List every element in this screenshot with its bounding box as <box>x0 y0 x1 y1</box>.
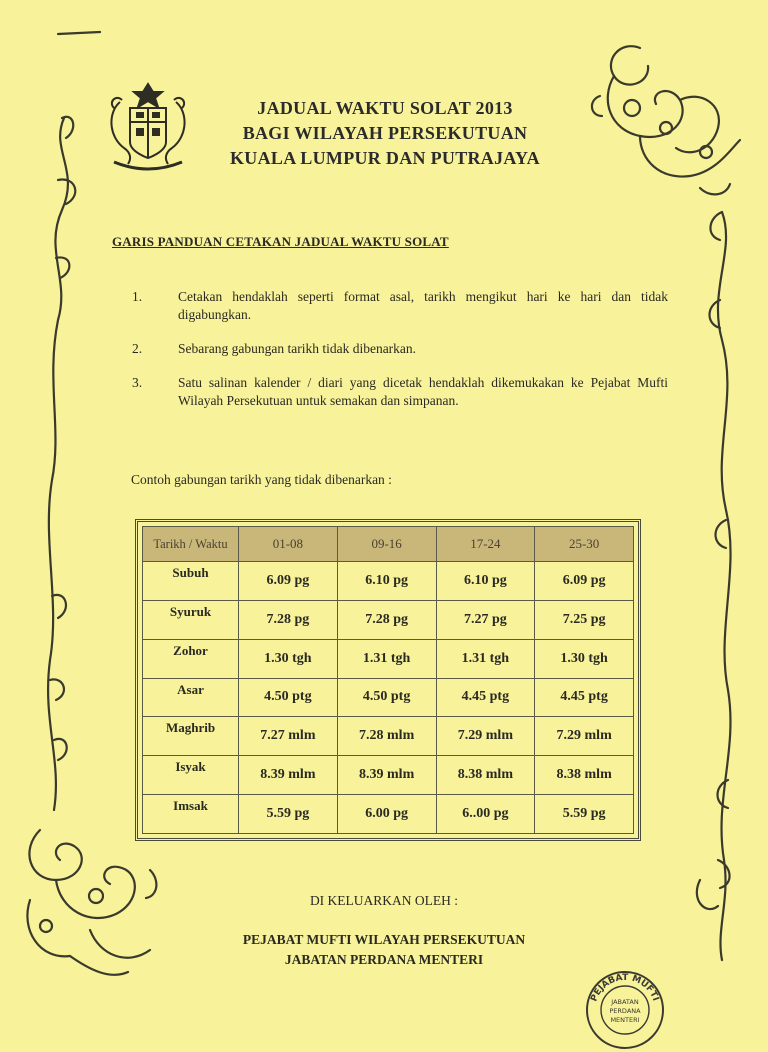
stamp-inner-line-2: PERDANA <box>609 1007 641 1015</box>
stamp-inner-line-3: MENTERI <box>610 1016 640 1024</box>
table-cell: 1.31 tgh <box>337 639 436 678</box>
row-label: Isyak <box>143 756 239 795</box>
column-header: 09-16 <box>337 527 436 562</box>
table-cell: 1.31 tgh <box>436 639 535 678</box>
list-item-number: 2. <box>132 341 143 356</box>
table-cell: 5.59 pg <box>535 795 634 834</box>
list-item <box>132 374 668 410</box>
example-label: Contoh gabungan tarikh yang tidak dibenarkan : <box>131 472 392 487</box>
table-corner-header: Tarikh / Waktu <box>143 527 239 562</box>
table-cell: 4.50 ptg <box>239 678 338 717</box>
table-cell: 7.28 pg <box>239 600 338 639</box>
stamp-inner-line-1: JABATAN <box>611 998 639 1006</box>
list-item-text: Cetakan hendaklah seperti format asal, tarikh mengikut hari ke hari dan tidak digabungkan. <box>178 289 668 322</box>
table-cell: 1.30 tgh <box>239 639 338 678</box>
table-cell: 6.09 pg <box>239 562 338 601</box>
guidelines-list <box>132 288 668 426</box>
table-cell: 8.39 mlm <box>239 756 338 795</box>
column-header: 17-24 <box>436 527 535 562</box>
table-cell: 6.09 pg <box>535 562 634 601</box>
list-item-number: 1. <box>132 289 143 304</box>
table-cell: 4.50 ptg <box>337 678 436 717</box>
column-header: 25-30 <box>535 527 634 562</box>
list-item-number: 3. <box>132 375 143 390</box>
coat-of-arms-emblem <box>100 78 196 176</box>
office-line-1: PEJABAT MUFTI WILAYAH PERSEKUTUAN <box>242 932 526 947</box>
office-line-2: JABATAN PERDANA MENTERI <box>284 952 484 967</box>
table-cell: 5.59 pg <box>239 795 338 834</box>
list-item <box>132 288 668 324</box>
issued-by-label: DI KELUARKAN OLEH : <box>309 893 459 908</box>
table-cell: 7.28 mlm <box>337 717 436 756</box>
row-label: Imsak <box>143 795 239 834</box>
column-header: 01-08 <box>239 527 338 562</box>
table-cell: 7.27 mlm <box>239 717 338 756</box>
table-header-row <box>143 527 634 562</box>
table-cell: 6.00 pg <box>337 795 436 834</box>
guidelines-heading: GARIS PANDUAN CETAKAN JADUAL WAKTU SOLAT <box>112 234 449 249</box>
table-row <box>143 562 634 601</box>
table-cell: 7.29 mlm <box>436 717 535 756</box>
table-cell: 8.38 mlm <box>535 756 634 795</box>
official-stamp <box>583 968 667 1052</box>
prayer-times-table-frame <box>135 519 641 841</box>
table-row <box>143 639 634 678</box>
row-label: Maghrib <box>143 717 239 756</box>
table-row <box>143 756 634 795</box>
list-item-text: Sebarang gabungan tarikh tidak dibenarkan. <box>178 341 417 356</box>
table-cell: 7.25 pg <box>535 600 634 639</box>
table-row <box>143 678 634 717</box>
issuing-office <box>0 930 768 970</box>
table-cell: 6.10 pg <box>337 562 436 601</box>
title-line-2: BAGI WILAYAH PERSEKUTUAN <box>242 123 528 143</box>
row-label: Subuh <box>143 562 239 601</box>
prayer-times-table <box>142 526 634 834</box>
table-cell: 8.38 mlm <box>436 756 535 795</box>
table-cell: 7.27 pg <box>436 600 535 639</box>
title-line-1: JADUAL WAKTU SOLAT 2013 <box>257 98 513 118</box>
table-cell: 6..00 pg <box>436 795 535 834</box>
table-cell: 4.45 ptg <box>436 678 535 717</box>
row-label: Zohor <box>143 639 239 678</box>
table-cell: 4.45 ptg <box>535 678 634 717</box>
table-row <box>143 795 634 834</box>
list-item <box>132 340 668 358</box>
table-cell: 7.29 mlm <box>535 717 634 756</box>
row-label: Syuruk <box>143 600 239 639</box>
table-cell: 8.39 mlm <box>337 756 436 795</box>
table-cell: 6.10 pg <box>436 562 535 601</box>
document-title <box>200 96 570 171</box>
table-row <box>143 600 634 639</box>
title-line-3: KUALA LUMPUR DAN PUTRAJAYA <box>230 148 540 168</box>
table-row <box>143 717 634 756</box>
stamp-ring-text: PEJABAT MUFTI <box>589 972 661 1004</box>
row-label: Asar <box>143 678 239 717</box>
table-cell: 7.28 pg <box>337 600 436 639</box>
list-item-text: Satu salinan kalender / diari yang dicetak hendaklah dikemukakan ke Pejabat Mufti Wilayah Persekutuan untuk semakan dan simpanan. <box>178 375 668 408</box>
table-cell: 1.30 tgh <box>535 639 634 678</box>
